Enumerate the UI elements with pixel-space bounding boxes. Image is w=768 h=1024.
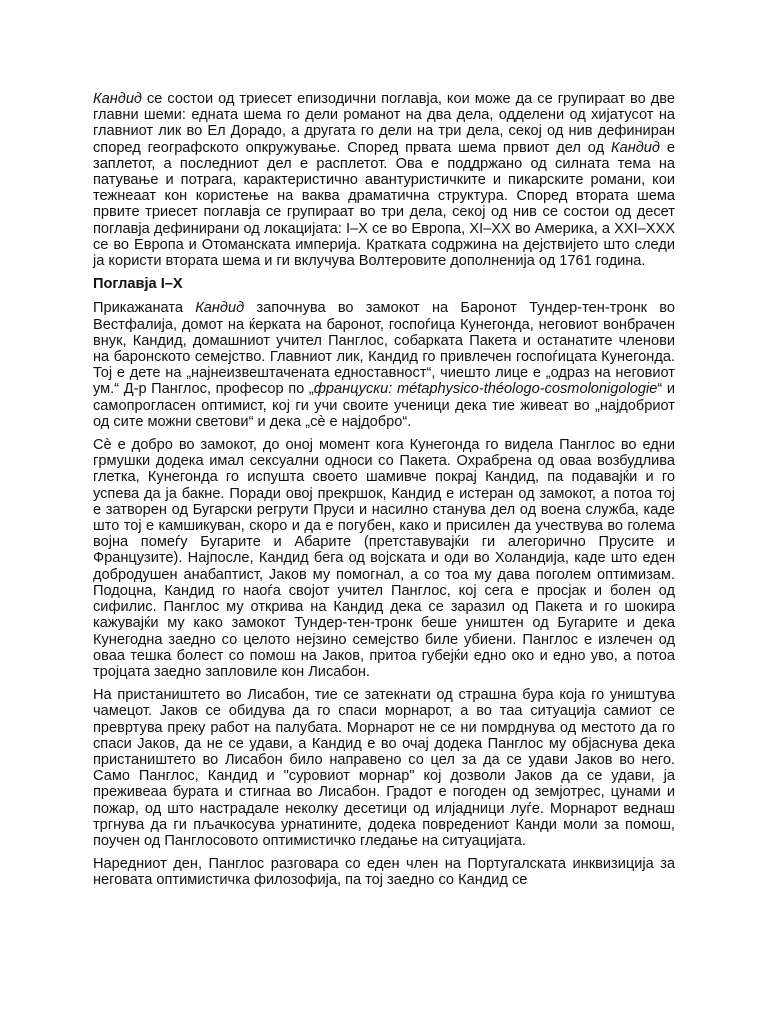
italic-title: Кандид: [93, 91, 142, 107]
paragraph-inquisition: Наредниот ден, Панглос разговара со еден член на Португалската инквизиција за неговата оптимистичка филозофија, па тој заедно со Кандид се: [93, 856, 675, 889]
paragraph-intro: [93, 91, 675, 269]
paragraph-chapters-intro: [93, 300, 675, 430]
document-page: [93, 91, 675, 896]
paragraph-text: “ и самопрогласен оптимист, кој ги учи своите ученици дека тие живеат во „најдобриот од сите можни светови“ и дека „сè е најдобро“.: [93, 381, 675, 430]
paragraph-text: се состои од триесет епизодични поглавја, кои може да се групираат во две главни шеми: едната шема го дели романот на два дела, одделени од хијатусот на главниот лик во Ел Дорадо, а другата го дели на три дела, секој од нив дефиниран според географското опкружување. Според првата шема првиот дел од: [93, 91, 675, 156]
paragraph-text: Прикажаната: [93, 300, 196, 317]
paragraph-lisbon: На пристаништето во Лисабон, тие се затекнати од страшна бура која го уништува чамецот. Јаков се обидува да го спаси морнарот, а во таа ситуација самиот се превртува преку работ на палубата. Морнарот не се ни помрднува од местото да го спаси Јаков, да не се удави, а Кандид е во очај додека Панглос му објаснува дека пристаништето во Лисабон било направено со цел за да се удави Јаков во него. Само Панглос, Кандид и "суровиот морнар" кој дозволи Јаков да се удави, ја преживеаа бурата и стигнаа во Лисабон. Градот е погоден од земјотрес, цунами и пожар, од што настрадале неколку десетици од илјадници луѓе. Морнарот веднаш тргнува да ги пљачкосува урнатините, додека повредениот Канди моли за помош, поучен од Панглосовото оптимистичко гледање на ситуацијата.: [93, 687, 675, 849]
paragraph-text: започнува во замокот на Баронот Тундер-тен-тронк во Вестфалија, домот на ќерката на баронот, госпоѓица Кунегонда, неговиот вонбрачен внук, Кандид, домашниот учител Панглос, собарката Пакета и останатите членови на баронското семејство. Главниот лик, Кандид го привлечен госпоѓицата Кунегонда. Тој е дете на „најнеизвештачената едноставност“, чиешто лице е „одраз на неговиот ум.“ Д-р Панглос, професор по „: [93, 300, 675, 398]
italic-title: Кандид: [195, 300, 245, 317]
paragraph-castle: Сè е добро во замокот, до оној момент кога Кунегонда го видела Панглос во едни грмушки додека имал сексуални односи со Пакета. Охрабрена од оваа возбудлива глетка, Кунегонда го испушта своето шамивче покрај Кандид, па подавајќи и го успева да ја бакне. Поради овој прекршок, Кандид е истеран од замокот, а потоа тој е затворен од Бугарски регрути Пруси и насилно станува дел од воена служба, каде што тој е камшикуван, скоро и да е погубен, како и присилен да учествува во голема војна помеѓу Бугарите и Абарите (претставувајќи ги алегорично Прусите и Французите). Најпосле, Кандид бега од војската и оди во Холандија, каде што еден добродушен анабаптист, Јаков му помогнал, а со тоа му дава поголем оптимизам. Подоцна, Кандид го наоѓа својот учител Панглос, кој сега е просјак и болен од сифилис. Панглос му открива на Кандид дека се заразил од Пакета и го шокира кажувајќи му како замокот Тундер-тен-тронк беше уништен од Бугарите и дека Кунегодна заедно со целото нејзино семејство биле убиени. Панглос е излечен од оваа тешка болест со помош на Јаков, притоа губејќи едно око и едно уво, а потоа тројцата заедно запловиле кон Лисабон.: [93, 437, 675, 680]
section-heading: Поглавја I–X: [93, 276, 183, 293]
italic-term: француски: métaphysico-théologo-cosmolonigologie: [313, 381, 658, 398]
paragraph-text: е заплетот, а последниот дел е расплетот. Ова е поддржано од силната тема на патување и потрага, карактеристично авантуристичките и пикарските романи, кои тежнеаат кон користење на ваква драматична структура. Според втората шема првите триесет поглавја се групираат во три дела, секој од нив се состои од десет поглавја дефинирани од локацијата: I–X се во Европа, XI–XX во Америка, а XXI–XXX се во Европа и Отоманската империја. Кратката содржина на дејствијето што следи ја користи втората шема и ги вклучува Волтеровите дополненија од 1761 година.: [93, 139, 675, 270]
italic-title: Кандид: [610, 139, 660, 156]
